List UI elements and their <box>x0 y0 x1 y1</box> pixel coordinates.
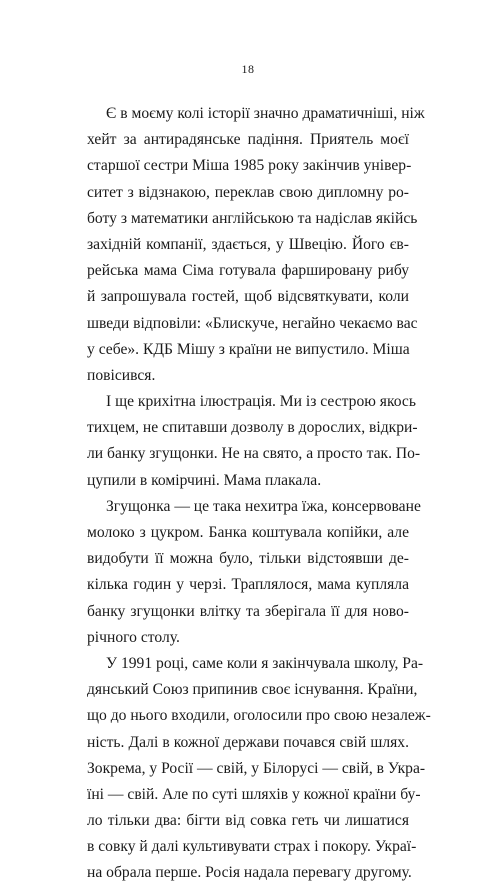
text-line: річного столу. <box>87 628 180 646</box>
paragraph-4 <box>87 651 431 887</box>
text-line: їні — свій. Але по суті шляхів у кожної країни бу- <box>87 785 421 803</box>
text-line: старшої сестри Міша 1985 року закінчив універ- <box>87 157 412 175</box>
text-line: банку згущонки влітку та зберігала її для ново- <box>87 602 409 620</box>
text-line: що до нього входили, оголосили про свою незалеж- <box>87 707 431 725</box>
text-line: ло тільки два: бігти від совка геть чи лишатися <box>87 812 409 830</box>
text-line: повісився. <box>87 366 156 384</box>
text-line: на обрала перше. Росія надала перевагу другому. <box>87 864 412 882</box>
text-line: хейт за антирадянське падіння. Приятель моєї <box>87 131 409 149</box>
text-line: західній компанії, здається, у Швецію. Його єв- <box>87 235 409 253</box>
text-line: шведи відповіли: «Блискуче, негайно чекаємо вас <box>87 314 418 332</box>
text-line: Зокрема, у Росії — свій, у Білорусі — свій, в Укра- <box>87 759 426 777</box>
paragraph-3 <box>87 494 421 651</box>
text-line: І ще крихітна ілюстрація. Ми із сестрою якось <box>106 393 416 411</box>
text-line: Згущонка — це така нехитра їжа, консервоване <box>106 497 421 515</box>
text-line: ситет з відзнакою, переклав свою дипломну ро- <box>87 183 409 201</box>
text-line: боту з математики англійською та надіслав якійсь <box>87 209 418 227</box>
text-line: ли банку згущонки. Не на свято, а просто так. По- <box>87 445 421 463</box>
text-line: У 1991 році, саме коли я закінчувала школу, Ра- <box>106 654 424 672</box>
page-number: 18 <box>241 62 255 76</box>
text-line: у себе». КДБ Мішу з країни не випустило. Міша <box>87 340 410 358</box>
text-line: видобути її можна було, тільки відстоявши де- <box>87 550 409 568</box>
text-line: тихцем, не спитавши дозволу в дорослих, відкри- <box>87 419 418 437</box>
text-line: рейська мама Сіма готувала фаршировану рибу <box>87 262 409 280</box>
text-line: цупили в комірчині. Мама плакала. <box>87 471 322 489</box>
text-line: й запрошувала гостей, щоб відсвяткувати, коли <box>87 288 409 306</box>
text-line: Є в моєму колі історії значно драматичніші, ніж <box>106 105 425 122</box>
paragraph-1 <box>87 101 425 389</box>
text-line: кілька годин у черзі. Траплялося, мама купляла <box>87 576 409 594</box>
paragraph-2 <box>87 389 421 494</box>
text-line: в совку й далі культивувати страх і покору. Украї- <box>87 838 417 856</box>
text-line: ність. Далі в кожної держави почався свій шлях. <box>87 733 409 751</box>
body-text <box>87 101 431 887</box>
text-line: дянський Союз припинив своє існування. Країни, <box>87 681 418 699</box>
text-line: молоко з цукром. Банка коштувала копійки, але <box>87 524 409 541</box>
